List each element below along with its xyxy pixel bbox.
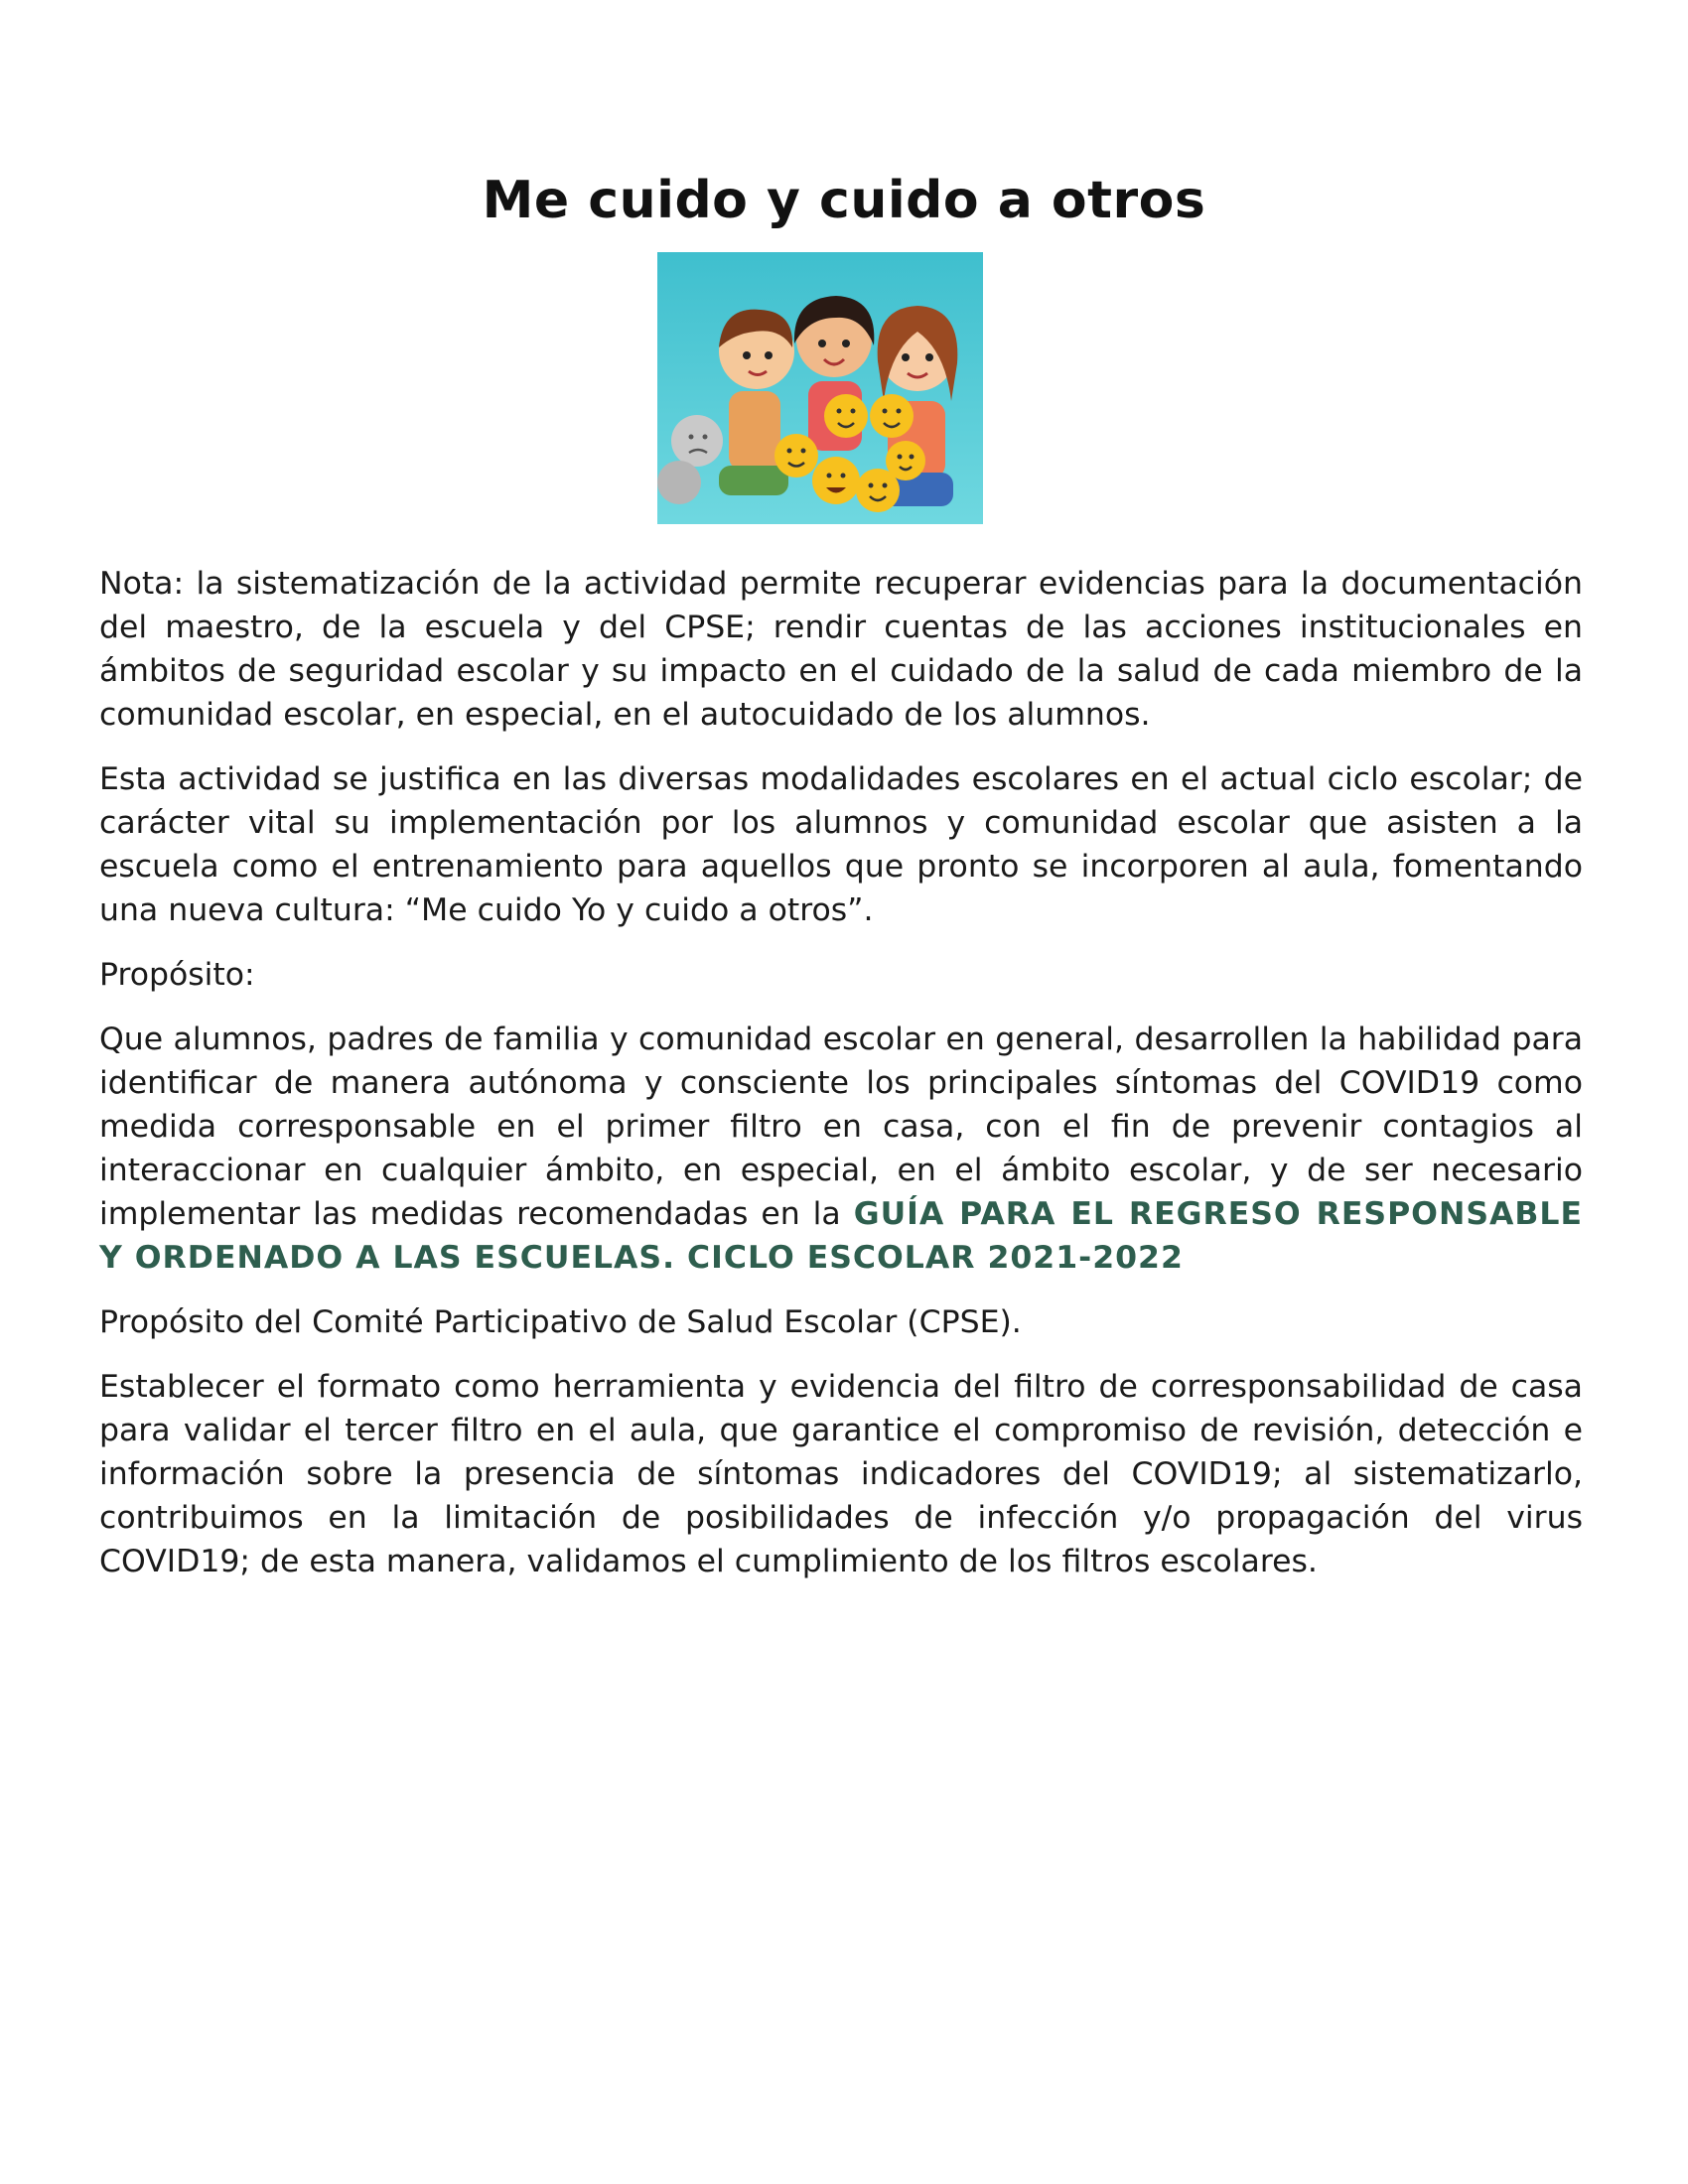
purpose-text: Que alumnos, padres de familia y comunidad escolar en general, desarrollen la habilidad para identificar de manera autónoma y consciente los principales síntomas del COVID19 como medida corresponsable en el primer filtro en casa, con el fin de prevenir contagios al interaccionar en cualquier ámbito, en especial, en el ámbito escolar, y de ser necesario implementar las medidas recomendadas en la [99,1022,1583,1232]
cpse-heading: Propósito del Comité Participativo de Salud Escolar (CPSE). [99,1304,1022,1340]
document-body [99,562,1583,1604]
purpose-heading: Propósito: [99,957,255,993]
purpose-paragraph [99,1018,1583,1280]
justification-paragraph: Esta actividad se justifica en las diversas modalidades escolares en el actual ciclo escolar; de carácter vital su implementación por los alumnos y comunidad escolar que asisten a la escuela como el entrenamiento para aquellos que pronto se incorporen al aula, fomentando una nueva cultura: “Me cuido Yo y cuido a otros”. [99,761,1583,928]
cpse-paragraph: Establecer el formato como herramienta y evidencia del filtro de corresponsabilidad de casa para validar el tercer filtro en el aula, que garantice el compromiso de revisión, detección e información sobre la presencia de síntomas indicadores del COVID19; al sistematizarlo, contribuimos en la limitación de posibilidades de infección y/o propagación del virus COVID19; de esta manera, validamos el cumplimiento de los filtros escolares. [99,1369,1583,1579]
guide-title-highlight: GUÍA PARA EL REGRESO RESPONSABLE Y ORDENADO A LAS ESCUELAS. CICLO ESCOLAR 2021-2022 [99,1196,1583,1276]
children-emoji-illustration [657,252,983,524]
note-paragraph: Nota: la sistematización de la actividad permite recuperar evidencias para la documentación del maestro, de la escuela y del CPSE; rendir cuentas de las acciones institucionales en ámbitos de seguridad escolar y su impacto en el cuidado de la salud de cada miembro de la comunidad escolar, en especial, en el autocuidado de los alumnos. [99,566,1583,733]
page-title: Me cuido y cuido a otros [482,171,1206,230]
